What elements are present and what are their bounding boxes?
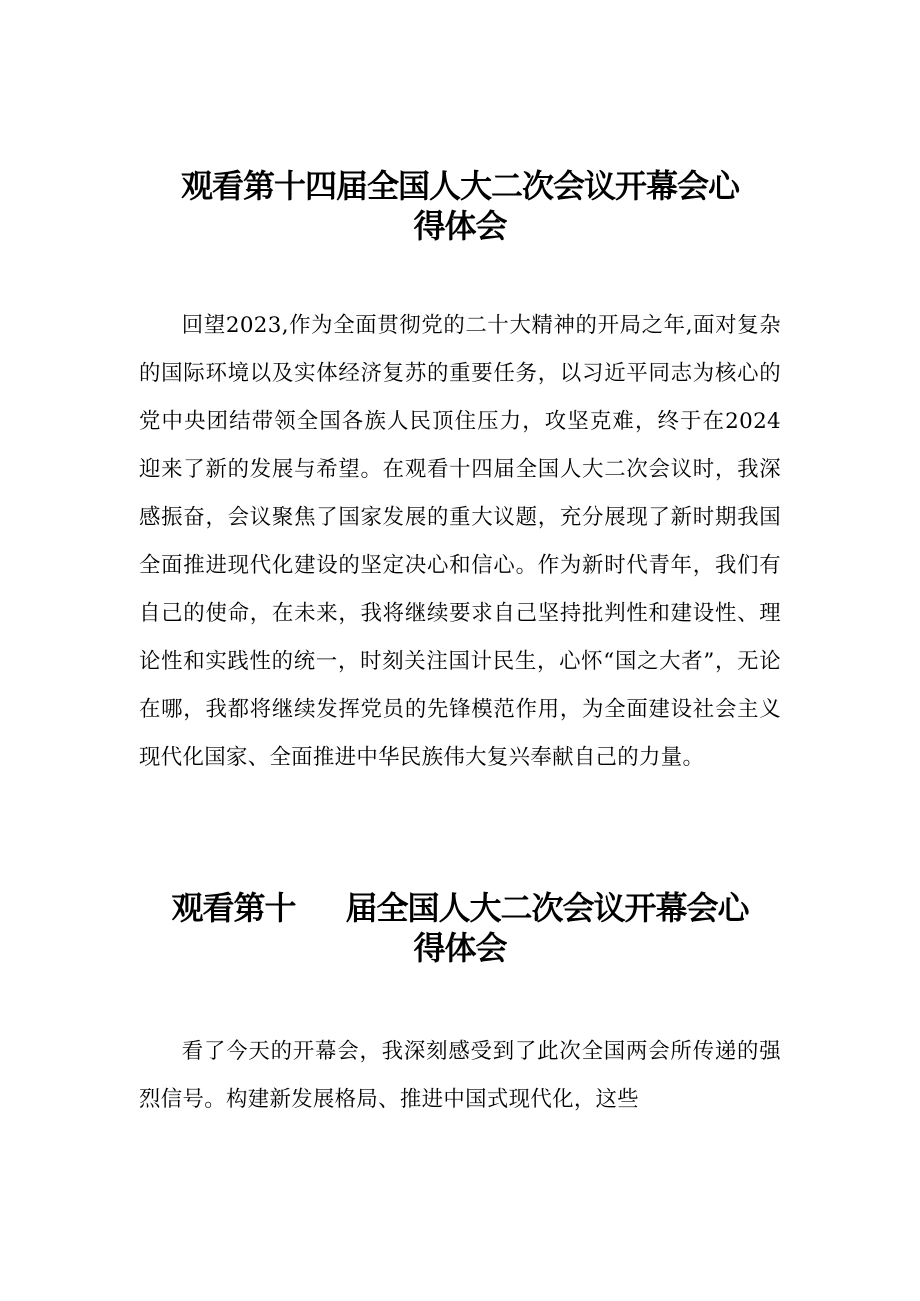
- section-1-title-line-2: 得体会: [413, 207, 507, 245]
- section-2-title-line-1: [130, 888, 790, 928]
- section-1-title-line-1: 观看第十四届全国人大二次会议开幕会心: [180, 167, 739, 205]
- section-2-body: 看了今天的开幕会，我深刻感受到了此次全国两会所传递的强烈信号。构建新发展格局、推进中国式现代化，这些: [139, 1039, 781, 1112]
- section-2-title-line-1-part-1: 观看第十: [171, 889, 296, 927]
- section-2-title-line-2: 得体会: [413, 929, 507, 967]
- section-1-title: [140, 166, 780, 246]
- section-1-body: 回望2023,作为全面贯彻党的二十大精神的开局之年,面对复杂的国际环境以及实体经济复苏的重要任务，以习近平同志为核心的党中央团结带领全国各族人民顶住压力，攻坚克难，终于在2024迎来了新的发展与希望。在观看十四届全国人大二次会议时，我深感振奋，会议聚焦了国家发展的重大议题，充分展现了新时期我国全面推进现代化建设的坚定决心和信心。作为新时代青年，我们有自己的使命，在未来，我将继续要求自己坚持批判性和建设性、理论性和实践性的统一，时刻关注国计民生，心怀“国之大者”，无论在哪，我都将继续发挥党员的先锋模范作用，为全面建设社会主义现代化国家、全面推进中华民族伟大复兴奉献自己的力量。: [139, 313, 781, 770]
- section-2-title: [130, 888, 790, 968]
- section-2-title-line-1-part-2: 届全国人大二次会议开幕会心: [345, 889, 749, 927]
